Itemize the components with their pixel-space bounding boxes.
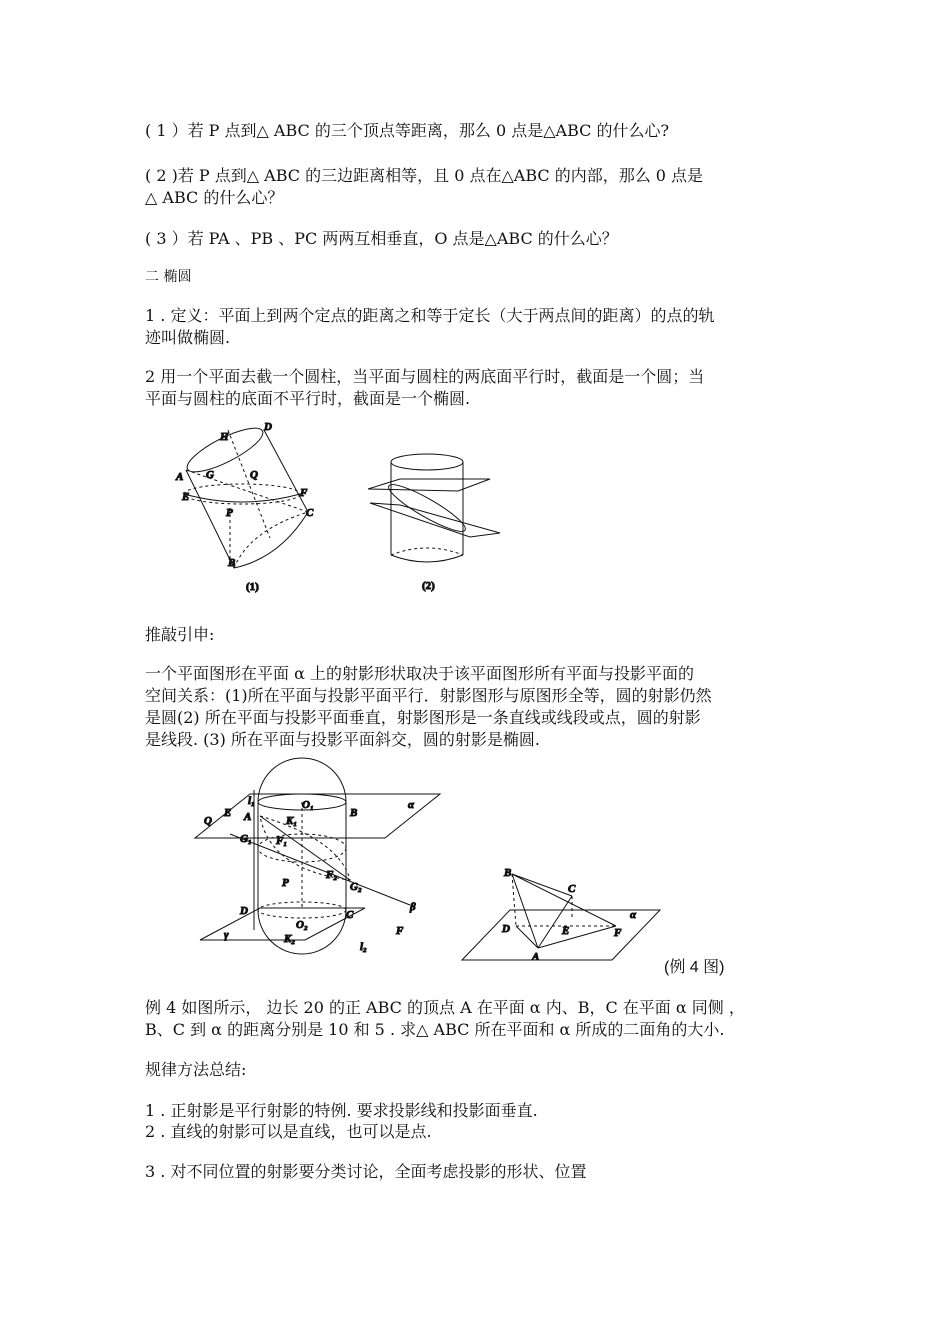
fig1-label-A: A	[176, 471, 184, 483]
question-1: ( 1 ）若 P 点到△ ABC 的三个顶点等距离，那么 0 点是△ABC 的什么心?	[145, 121, 670, 140]
fig3-label-G2: G₂	[350, 881, 362, 893]
fig2-caption: (2)	[422, 580, 435, 592]
fig3-label-O1: O₁	[302, 799, 314, 811]
figure-upright-cylinder	[360, 445, 500, 595]
fig3-label-K1: K₁	[286, 815, 298, 827]
definition-1-line-1: 1 . 定义：平面上到两个定点的距离之和等于定长（大于两点间的距离）的点的轨	[145, 306, 715, 325]
projection-line-3: 是圆(2) 所在平面与投影平面垂直，射影图形是一条直线或线段或点，圆的射影	[145, 708, 701, 727]
figure-dandelin-spheres	[190, 760, 450, 965]
fig3-label-P: P	[282, 877, 289, 889]
fig3-label-C: C	[346, 909, 354, 921]
fig1-label-F: F	[300, 487, 308, 499]
fig3-label-F: F	[396, 925, 404, 937]
fig3-label-l2: l₂	[360, 941, 367, 953]
fig1-label-D: D	[264, 421, 272, 433]
fig4-label-C: C	[568, 883, 576, 895]
projection-line-2: 空间关系：(1)所在平面与投影平面平行．射影图形与原图形全等，圆的射影仍然	[145, 686, 712, 705]
fig3-label-O2: O₂	[296, 919, 308, 931]
fig3-label-B: B	[350, 807, 358, 819]
fig1-label-Q: Q	[250, 469, 258, 481]
summary-item-1: 1 . 正射影是平行射影的特例. 要求投影线和投影面垂直.	[145, 1101, 538, 1120]
fig3-label-alpha: α	[408, 799, 415, 811]
fig3-label-F2: F₂	[326, 869, 338, 881]
definition-1-line-2: 迹叫做椭圆.	[145, 328, 231, 347]
fig4-label-A: A	[532, 951, 540, 963]
fig3-label-beta: β	[410, 901, 416, 913]
fig4-label-E: E	[562, 925, 570, 937]
fig4-label-D: D	[502, 923, 510, 935]
question-3: ( 3 ）若 PA 、PB 、PC 两两互相垂直，O 点是△ABC 的什么心？	[145, 229, 618, 248]
fig4-label-F: F	[614, 927, 622, 939]
definition-2-line-1: 2 用一个平面去截一个圆柱，当平面与圆柱的两底面平行时，截面是一个圆；当	[145, 367, 705, 386]
question-2-line-1: ( 2 )若 P 点到△ ABC 的三边距离相等，且 0 点在△ABC 的内部，那么 0 点是	[145, 166, 704, 185]
figure-oblique-cylinder	[170, 420, 330, 595]
fig1-label-G: G	[206, 469, 214, 481]
projection-line-1: 一个平面图形在平面 α 上的射影形状取决于该平面图形所有平面与投影平面的	[145, 664, 694, 683]
fig3-label-E: E	[224, 807, 232, 819]
fig1-label-H: H	[220, 431, 229, 443]
fig3-label-K2: K₂	[284, 933, 296, 945]
fig1-caption: (1)	[246, 581, 259, 593]
summary-item-3: 3 . 对不同位置的射影要分类讨论，全面考虑投影的形状、位置	[145, 1162, 587, 1181]
summary-heading: 规律方法总结:	[145, 1060, 247, 1079]
section-heading-ellipse: 二 椭圆	[145, 269, 192, 285]
fig4-label-B: B	[504, 867, 512, 879]
fig3-label-F1: F₁	[276, 835, 288, 847]
summary-item-2: 2 . 直线的射影可以是直线，也可以是点.	[145, 1122, 432, 1141]
question-2-line-2: △ ABC 的什么心？	[145, 188, 284, 207]
definition-2-line-2: 平面与圆柱的底面不平行时，截面是一个椭圆.	[145, 389, 471, 408]
fig4-label-alpha: α	[630, 909, 637, 921]
fig3-label-A: A	[244, 811, 252, 823]
fig1-label-E: E	[182, 491, 190, 503]
example-4-line-2: B、C 到 α 的距离分别是 10 和 5 . 求△ ABC 所在平面和 α 所成的二面角的大小.	[145, 1020, 725, 1039]
fig3-label-G1: G₁	[240, 833, 252, 845]
fig1-label-P: P	[226, 507, 233, 519]
tuiqiao-heading: 推敲引申:	[145, 625, 215, 644]
fig3-label-l1: l₁	[248, 795, 255, 807]
fig1-label-B: B	[228, 557, 236, 569]
fig3-label-Q: Q	[204, 815, 212, 827]
fig1-label-C: C	[306, 507, 314, 519]
fig3-label-gamma: γ	[224, 929, 229, 941]
projection-line-4: 是线段. (3) 所在平面与投影平面斜交，圆的射影是椭圆.	[145, 730, 541, 749]
figure-4-caption: (例 4 图)	[664, 959, 725, 976]
figure-example-4	[460, 860, 660, 965]
fig3-label-D: D	[240, 905, 248, 917]
example-4-line-1: 例 4 如图所示， 边长 20 的正 ABC 的顶点 A 在平面 α 内、B，C 在平面 α 同侧 ，	[145, 998, 745, 1017]
